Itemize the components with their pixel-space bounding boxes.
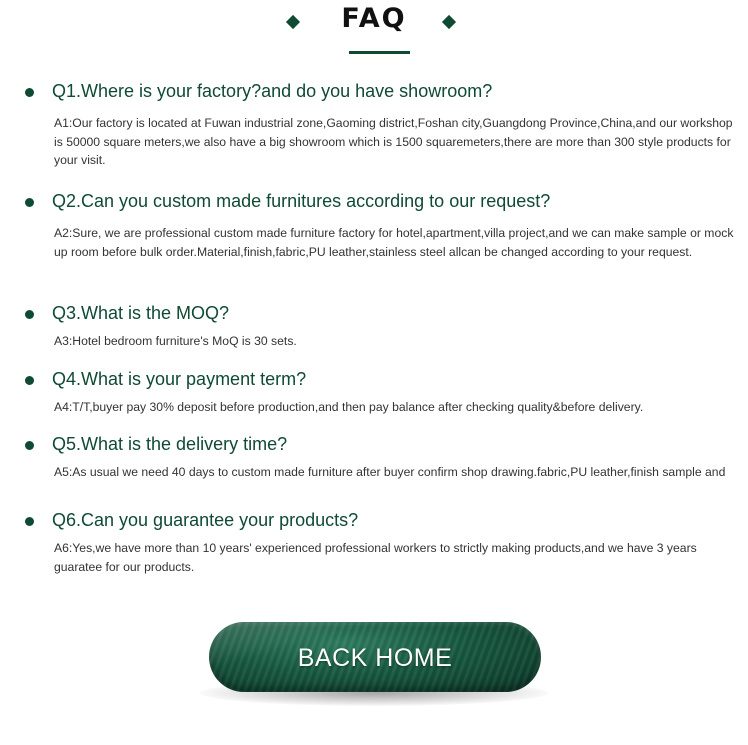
back-home-button[interactable] [209,622,541,692]
bullet-icon [25,441,34,450]
title-underline [349,51,410,54]
faq-answer-5: A5:As usual we need 40 days to custom made furniture after buyer confirm shop drawing.fabric,PU leather,finish sample and [54,465,726,479]
bullet-icon [25,310,34,319]
faq-question-5: Q5.What is the delivery time? [52,434,288,454]
faq-question-4: Q4.What is your payment term? [52,369,307,389]
bullet-icon [25,88,34,97]
faq-answer-2: A2:Sure, we are professional custom made furniture factory for hotel,apartment,villa project,and we can make sample or mock up room before bulk order.Material,finish,fabric,PU leather,stainless steel allcan be changed according to your request. [54,226,734,259]
faq-answer-1: A1:Our factory is located at Fuwan industrial zone,Gaoming district,Foshan city,Guangdong Province,China,and our workshop is 50000 square meters,we also have a big showroom which is 1500 squaremeters,there are more than 300 style products for your visit. [54,116,733,167]
back-home-label: BACK HOME [297,644,453,672]
faq-answer-6: A6:Yes,we have more than 10 years' experienced professional workers to strictly making products,and we have 3 years guaratee for our products. [54,541,697,574]
faq-question-1: Q1.Where is your factory?and do you have showroom? [52,81,493,101]
page-title: FAQ [341,3,407,34]
faq-answer-3: A3:Hotel bedroom furniture's MoQ is 30 sets. [54,334,297,348]
bullet-icon [25,198,34,207]
bullet-icon [25,517,34,526]
faq-question-6: Q6.Can you guarantee your products? [52,510,359,530]
faq-question-2: Q2.Can you custom made furnitures according to our request? [52,191,551,211]
faq-question-3: Q3.What is the MOQ? [52,303,230,323]
faq-answer-4: A4:T/T,buyer pay 30% deposit before production,and then pay balance after checking quality&before delivery. [54,400,644,414]
bullet-icon [25,376,34,385]
faq-header [0,0,748,60]
